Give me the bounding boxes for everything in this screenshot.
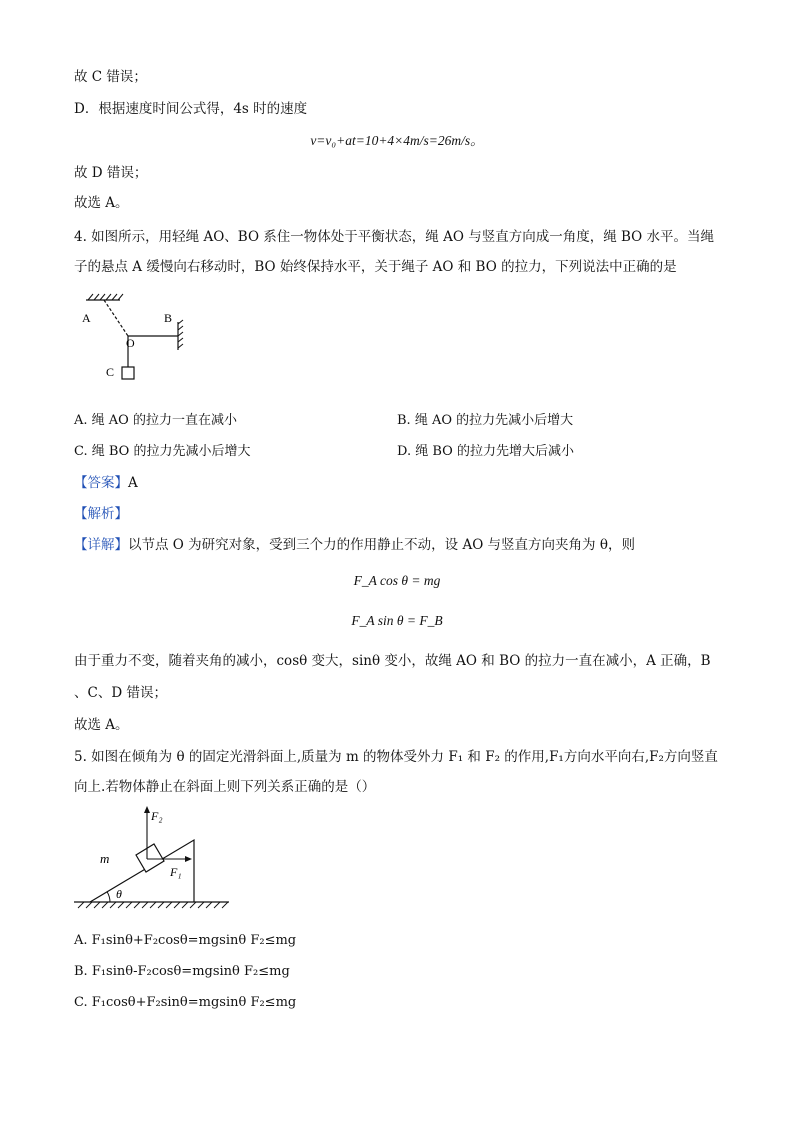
detail-tag: 【详解】 bbox=[74, 537, 128, 553]
q4-equation-1: F_A cos θ = mg bbox=[353, 573, 441, 588]
q4-label-a: A bbox=[82, 311, 91, 325]
text-c-wrong: 故 C 错误； bbox=[74, 69, 147, 85]
formula-velocity: v=v₀+at=10+4×4m/s=26m/s。 bbox=[310, 133, 484, 148]
q5-option-b: B. F₁sinθ-F₂cosθ=mgsinθ F₂≤mg bbox=[74, 964, 290, 979]
q5-stem-line2: 向上.若物体静止在斜面上则下列关系正确的是（） bbox=[74, 779, 376, 795]
q5-label-m: m bbox=[100, 851, 110, 866]
q4-choose-a: 故选 A。 bbox=[74, 717, 129, 733]
q4-option-d: D. 绳 BO 的拉力先增大后减小 bbox=[397, 444, 574, 459]
q5-label-f2: F₂ bbox=[151, 809, 163, 823]
q5-label-f1: F₁ bbox=[170, 865, 182, 879]
q4-label-b: B bbox=[164, 311, 173, 325]
q4-label-o: O bbox=[126, 336, 135, 350]
q4-conclusion-1: 由于重力不变，随着夹角的减小，cosθ 变大，sinθ 变小，故绳 AO 和 BO 的拉力一直在减小，A 正确，B bbox=[74, 653, 711, 669]
q4-analysis-tag: 【解析】 bbox=[74, 506, 128, 522]
q5-label-theta: θ bbox=[116, 887, 122, 901]
q4-option-c: C. 绳 BO 的拉力先减小后增大 bbox=[74, 444, 251, 459]
answer-tag: 【答案】 bbox=[74, 475, 128, 491]
q5-stem-line1: 5. 如图在倾角为 θ 的固定光滑斜面上,质量为 m 的物体受外力 F₁ 和 F₂ 的作用,F₁方向水平向右,F₂方向竖直 bbox=[74, 749, 718, 765]
q4-option-b: B. 绳 AO 的拉力先减小后增大 bbox=[397, 413, 574, 428]
q4-stem-line2: 子的悬点 A 缓慢向右移动时，BO 始终保持水平，关于绳子 AO 和 BO 的拉力，下列说法中正确的是 bbox=[74, 259, 677, 275]
q4-answer bbox=[74, 474, 138, 492]
detail-text: 以节点 O 为研究对象，受到三个力的作用静止不动，设 AO 与竖直方向夹角为 θ，则 bbox=[128, 537, 635, 553]
q4-detail bbox=[74, 536, 635, 554]
q4-figure bbox=[74, 292, 194, 387]
text-d-reason: D．根据速度时间公式得，4s 时的速度 bbox=[74, 101, 308, 117]
q4-conclusion-2: 、C、D 错误； bbox=[74, 685, 167, 701]
text-d-wrong: 故 D 错误； bbox=[74, 165, 148, 181]
q4-stem-line1: 4. 如图所示，用轻绳 AO、BO 系住一物体处于平衡状态，绳 AO 与竖直方向成一角度，绳 BO 水平。当绳 bbox=[74, 229, 715, 245]
q5-option-c: C. F₁cosθ+F₂sinθ=mgsinθ F₂≤mg bbox=[74, 995, 297, 1010]
q4-equation-2: F_A sin θ = F_B bbox=[351, 613, 443, 628]
q5-figure bbox=[74, 804, 234, 914]
q4-option-a: A. 绳 AO 的拉力一直在减小 bbox=[74, 413, 237, 428]
q5-option-a: A. F₁sinθ+F₂cosθ=mgsinθ F₂≤mg bbox=[74, 933, 297, 948]
q4-label-c: C bbox=[106, 365, 115, 379]
answer-value: A bbox=[128, 475, 138, 491]
text-choose-a-q3: 故选 A。 bbox=[74, 195, 129, 211]
